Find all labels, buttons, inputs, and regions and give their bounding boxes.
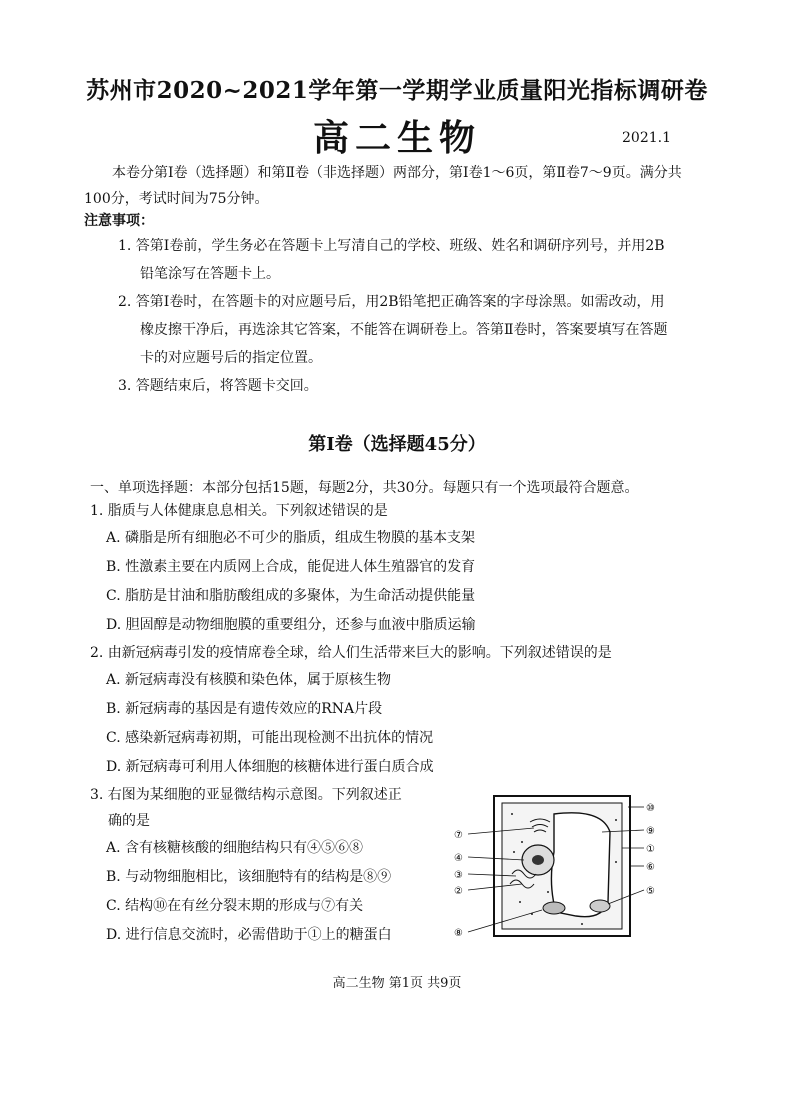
mitochondrion [590, 900, 610, 912]
question-stem-continued: 确的是 [108, 813, 150, 829]
option-d: D. 进行信息交流时，必需借助于①上的糖蛋白 [106, 927, 392, 943]
option-c: C. 脂肪是甘油和脂肪酸组成的多聚体，为生命活动提供能量 [106, 588, 476, 604]
exam-date: 2021.1 [622, 130, 671, 146]
option-c: C. 感染新冠病毒初期，可能出现检测不出抗体的情况 [106, 730, 434, 746]
diagram-label: ② [454, 886, 463, 897]
subject-title: 高二生物 [312, 117, 481, 159]
option-a: A. 新冠病毒没有核膜和染色体，属于原核生物 [106, 672, 392, 688]
diagram-label: ⑥ [646, 862, 655, 873]
diagram-label: ⑧ [454, 928, 463, 939]
diagram-label: ⑨ [646, 826, 655, 837]
option-b: B. 与动物细胞相比，该细胞特有的结构是⑧⑨ [106, 869, 392, 885]
question-2 [90, 640, 710, 782]
diagram-label: ④ [454, 853, 463, 864]
question-stem: 1. 脂质与人体健康息息相关。下列叙述错误的是 [90, 503, 388, 519]
plant-cell-svg [452, 792, 662, 950]
option-c: C. 结构⑩在有丝分裂末期的形成与⑦有关 [106, 898, 364, 914]
exam-intro: 本卷分第Ⅰ卷（选择题）和第Ⅱ卷（非选择题）两部分，第Ⅰ卷1～6页，第Ⅱ卷7～9页。满分共100分，考试时间为75分钟。 [84, 165, 682, 207]
diagram-label: ⑦ [454, 830, 463, 841]
part-heading: 一、单项选择题：本部分包括15题，每题2分，共30分。每题只有一个选项最符合题意。 [90, 480, 639, 496]
diagram-label: ① [646, 844, 655, 855]
option-a: A. 含有核糖核酸的细胞结构只有④⑤⑥⑧ [106, 840, 364, 856]
note-item: 1. 答第Ⅰ卷前，学生务必在答题卡上写清自己的学校、班级、姓名和调研序列号，并用2B铅笔涂写在答题卡上。 [118, 238, 665, 282]
page-footer: 高二生物 第1页 共9页 [332, 976, 462, 991]
notes-heading: 注意事项： [84, 213, 154, 229]
nucleolus [532, 855, 544, 865]
diagram-label: ⑩ [646, 803, 655, 814]
question-stem: 2. 由新冠病毒引发的疫情席卷全球，给人们生活带来巨大的影响。下列叙述错误的是 [90, 645, 612, 661]
option-b: B. 新冠病毒的基因是有遗传效应的RNA片段 [106, 701, 383, 717]
option-d: D. 胆固醇是动物细胞膜的重要组分，还参与血液中脂质运输 [106, 617, 476, 633]
option-d: D. 新冠病毒可利用人体细胞的核糖体进行蛋白质合成 [106, 759, 434, 775]
notes-list [118, 232, 678, 400]
section-heading: 第Ⅰ卷（选择题45分） [308, 434, 486, 455]
option-b: B. 性激素主要在内质网上合成，能促进人体生殖器官的发育 [106, 559, 476, 575]
note-item: 3. 答题结束后，将答题卡交回。 [118, 378, 318, 394]
chloroplast [543, 902, 565, 914]
note-item: 2. 答第Ⅰ卷时，在答题卡的对应题号后，用2B铅笔把正确答案的字母涂黑。如需改动，用橡皮擦干净后，再选涂其它答案，不能答在调研卷上。答第Ⅱ卷时，答案要填写在答题卡的对应题号后的指定位置。 [118, 294, 668, 366]
diagram-label: ⑤ [646, 886, 655, 897]
option-a: A. 磷脂是所有细胞必不可少的脂质，组成生物膜的基本支架 [106, 530, 476, 546]
question-1 [90, 498, 710, 640]
plant-cell-diagram [452, 792, 662, 950]
diagram-label: ③ [454, 870, 463, 881]
exam-title: 苏州市2020~2021学年第一学期学业质量阳光指标调研卷 [86, 77, 708, 104]
question-stem: 3. 右图为某细胞的亚显微结构示意图。下列叙述正 [90, 787, 402, 803]
